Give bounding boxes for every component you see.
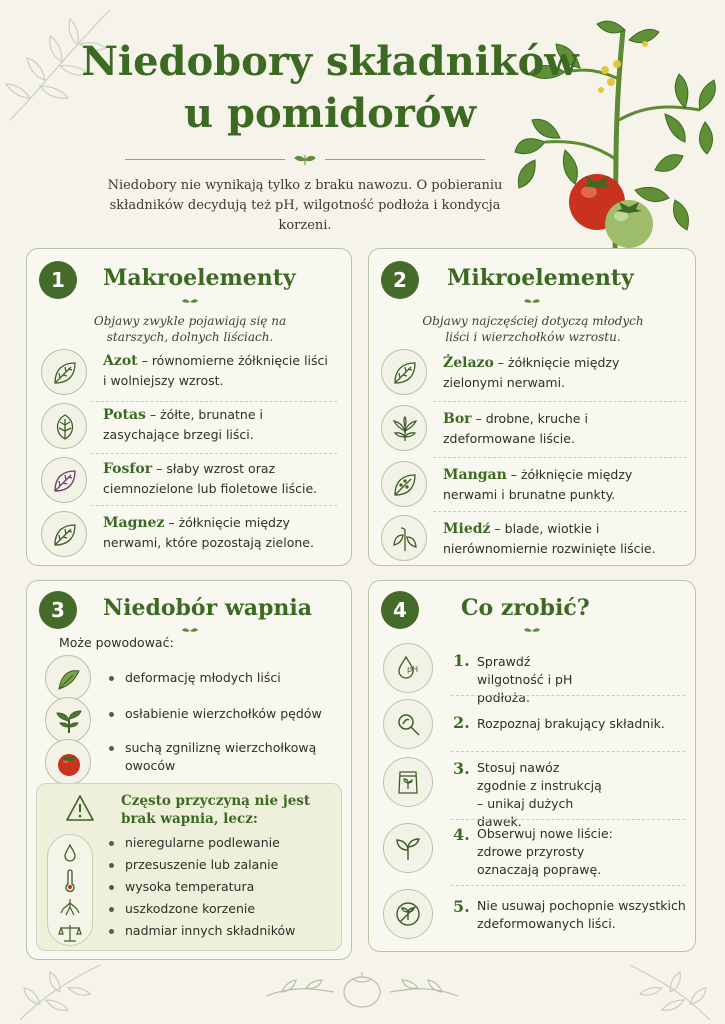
list-item	[377, 459, 689, 509]
nutrient-description: – drobne, kruche i zdeformowane liście.	[443, 411, 588, 446]
list-item: deformację młodych liści	[107, 669, 337, 687]
list-item: osłabienie wierzchołków pędów	[107, 705, 337, 723]
divider	[451, 885, 685, 886]
nutrient-name: Azot	[103, 353, 138, 369]
list-item	[37, 455, 343, 505]
leaf-icon	[41, 403, 87, 449]
nutrient-description: – żółknięcie między zielonymi nerwami.	[443, 355, 620, 390]
seedling-icon	[45, 697, 91, 743]
nutrient-name: Magnez	[103, 515, 165, 531]
nutrient-name: Miedź	[443, 521, 491, 537]
divider	[91, 505, 337, 506]
no-cutting-icon	[383, 889, 433, 939]
list-item: uszkodzone korzenie	[107, 900, 337, 918]
list-item: nieregularne podlewanie	[107, 834, 337, 852]
section-number-badge: 2	[381, 261, 419, 299]
fertilizer-bag-icon	[383, 757, 433, 807]
list-item: przesuszenie lub zalanie	[107, 856, 337, 874]
section-note: Objawy najczęściej dotyczą młodych liści i wierzchołków wzrostu.	[422, 314, 644, 344]
nutrient-description: – żółknięcie między nerwami i brunatne punkty.	[443, 467, 633, 502]
section-number-badge: 1	[39, 261, 77, 299]
step-text: Stosuj nawóz zgodnie z instrukcją – unikaj dużych dawek.	[477, 760, 602, 829]
warning-title: Często przyczyną nie jest brak wapnia, lecz:	[121, 793, 311, 827]
step-number: 2.	[453, 713, 470, 732]
leaf-cluster-icon	[381, 405, 427, 451]
step-number: 5.	[453, 897, 470, 916]
curled-leaf-icon	[45, 655, 91, 701]
warning-box	[36, 783, 342, 951]
ph-drop-icon	[383, 643, 433, 693]
warning-triangle-icon	[65, 794, 95, 822]
effects-list	[107, 705, 337, 723]
balance-scale-icon	[58, 923, 82, 943]
list-item	[377, 347, 689, 397]
cause-icons	[47, 834, 93, 946]
section-note: Objawy zwykle pojawiają się na starszych, dolnych liściach.	[93, 314, 287, 344]
step-text: Obserwuj nowe liście: zdrowe przyrosty oznaczają poprawę.	[477, 826, 613, 877]
list-item	[37, 509, 343, 559]
title-line-1: Niedobory składników	[81, 38, 579, 85]
roots-icon	[59, 897, 81, 917]
sprig-ornament-icon	[181, 625, 199, 635]
sprig-ornament-icon	[181, 296, 199, 306]
nutrient-description: – żółknięcie między nerwami, które pozostają zielone.	[103, 515, 314, 550]
branch-decoration-icon	[10, 960, 120, 1024]
tomato-icon	[45, 739, 91, 785]
divider	[433, 401, 687, 402]
wilted-leaves-icon	[381, 515, 427, 561]
nutrient-name: Mangan	[443, 467, 507, 483]
divider	[433, 457, 687, 458]
macro-card	[26, 248, 352, 566]
sprig-ornament-icon	[523, 625, 541, 635]
page-title	[40, 36, 620, 140]
section-title: Niedobór wapnia	[103, 595, 313, 621]
divider	[451, 819, 685, 820]
list-item	[377, 403, 689, 453]
step-text: Sprawdź wilgotność i pH podłoża.	[477, 654, 573, 705]
section-title: Makroelementy	[103, 265, 296, 291]
nutrient-description: – blade, wiotkie i nierównomiernie rozwinięte liście.	[443, 521, 656, 556]
nutrient-name: Fosfor	[103, 461, 153, 477]
section-title: Mikroelementy	[447, 265, 634, 291]
section-number-badge: 4	[381, 591, 419, 629]
nutrient-name: Żelazo	[443, 355, 494, 371]
nutrient-description: – słaby wzrost oraz ciemnozielone lub fioletowe liście.	[103, 461, 318, 496]
divider	[451, 751, 685, 752]
list-item	[377, 513, 689, 563]
leaf-icon	[381, 349, 427, 395]
title-line-2: u pomidorów	[183, 90, 476, 137]
nutrient-name: Bor	[443, 411, 472, 427]
divider	[433, 511, 687, 512]
step-text: Rozpoznaj brakujący składnik.	[477, 716, 665, 731]
sprig-ornament-icon	[523, 296, 541, 306]
step-number: 1.	[453, 651, 470, 670]
section-title: Co zrobić?	[461, 595, 590, 621]
leaf-icon	[41, 349, 87, 395]
actions-card	[368, 580, 696, 952]
branch-decoration-icon	[610, 960, 720, 1024]
nutrient-description: – żółte, brunatne i zasychające brzegi liści.	[103, 407, 263, 442]
nutrient-description: – równomierne żółknięcie liści i wolniejszy wzrost.	[103, 353, 328, 388]
magnifier-icon	[383, 699, 433, 749]
list-item: nadmiar innych składników	[107, 922, 337, 940]
ph-label: pH	[407, 665, 419, 674]
effects-list	[107, 739, 335, 775]
effects-list	[107, 669, 337, 687]
list-item: suchą zgniliznę wierzchołkową owoców	[107, 739, 335, 775]
list-item	[37, 401, 343, 451]
leaf-icon	[41, 457, 87, 503]
step-text: Nie usuwaj pochopnie wszystkich zdeformowanych liści.	[477, 898, 686, 931]
leaf-icon	[41, 511, 87, 557]
title-divider	[125, 152, 485, 166]
nutrient-name: Potas	[103, 407, 146, 423]
step-number: 3.	[453, 759, 470, 778]
divider	[451, 695, 685, 696]
leaf-icon	[381, 461, 427, 507]
section-number-badge: 3	[39, 591, 77, 629]
sprout-icon	[383, 823, 433, 873]
water-drop-icon	[61, 843, 79, 863]
intro-text: Niedobory nie wynikają tylko z braku nawozu. O pobieraniu składników decydują też pH, wilgotność podłoża i kondycja korzeni.	[107, 178, 503, 233]
list-item: wysoka temperatura	[107, 878, 337, 896]
section-lead: Może powodować:	[59, 635, 174, 650]
micro-card	[368, 248, 696, 566]
step-number: 4.	[453, 825, 470, 844]
list-item	[37, 347, 343, 397]
sprig-ornament-icon	[293, 152, 317, 166]
divider	[91, 453, 337, 454]
causes-list	[107, 834, 337, 940]
tomato-outline-icon	[262, 966, 462, 1012]
thermometer-icon	[62, 869, 78, 893]
